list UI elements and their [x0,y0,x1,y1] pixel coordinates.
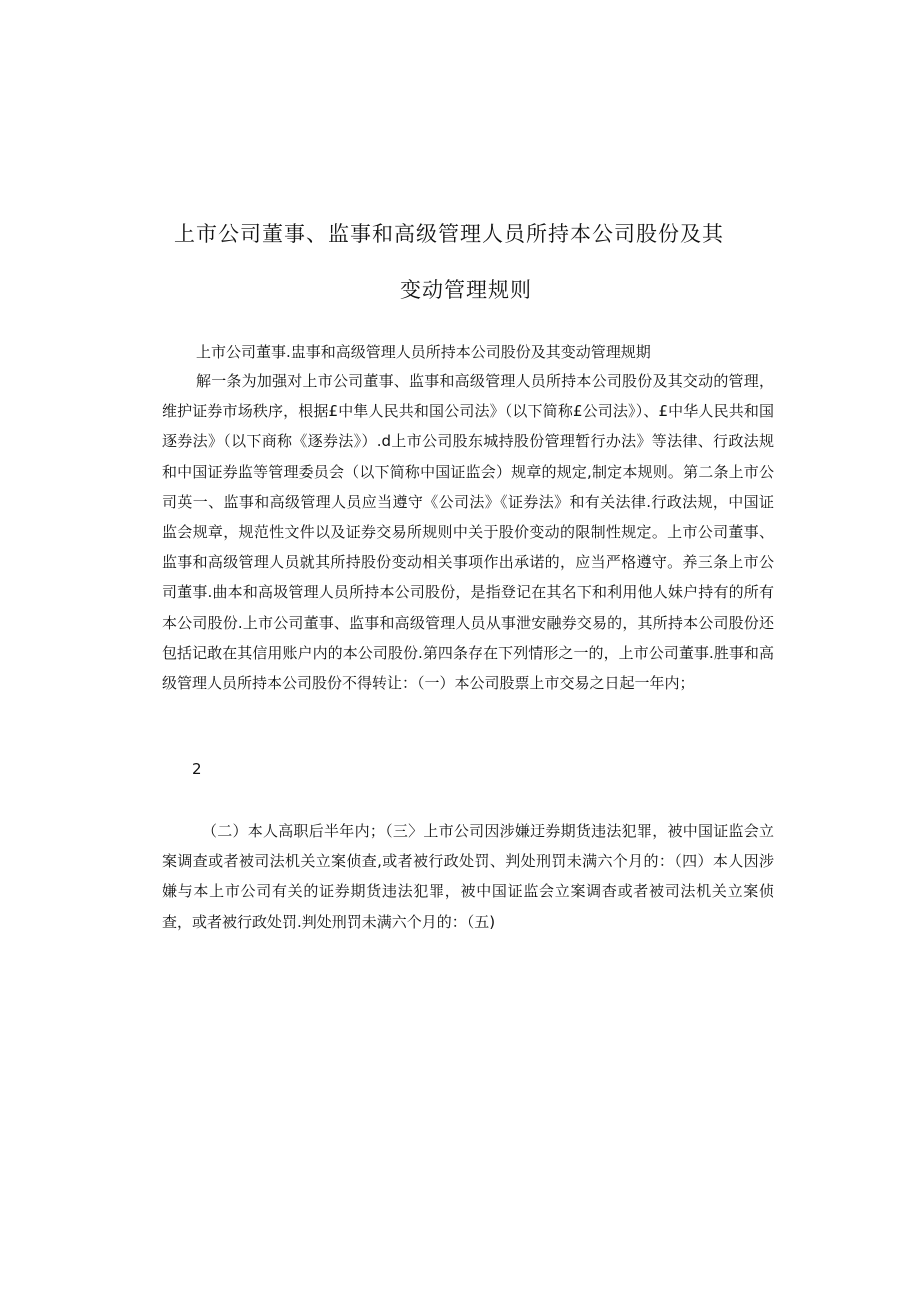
page-number: 2 [192,760,202,778]
document-title-line-1: 上市公司董事、监事和高级管理人员所持本公司股份及其 [174,222,724,246]
document-title-line-2: 变动管理规则 [400,278,532,302]
body-paragraph-1: 解一条为加强对上市公司董事、监事和高级管理人员所持本公司股份及其交动的管理，维护证券市场秩序，根据£中隼人民共和国公司法》（以下简称£公司法》）、£中华人民共和国逐券法》（以下商称《逐券法》）.d上市公司股东城持股份管理暂行办法》等法律、行政法规和中国证券监等管理委员会（以下简称中国证监会）规章的规定,制定本规则。第二条上市公司英一、监事和高级管理人员应当遵守《公司法》《证券法》和有关法律.行政法规，中国证监会规章，规范性文件以及证券交易所规则中关于股价变动的限制性规定。上市公司董事、监事和高级管理人员就其所持股份变动相关事项作出承诺的，应当严格遵守。养三条上市公司董事.曲本和高圾管理人员所持本公司股份，是指登记在其名下和利用他人妹户持有的所有本公司股份.上市公司董事、监事和高级管理人员从事泄安融券交易的，其所持本公司股份还包括记敢在其信用账户内的本公司股份.第四条存在下列情形之一的，上市公司董事.胜事和高级管理人员所持本公司股份不得转让：（一）本公司股票上市交易之日起一年内； [162,372,774,693]
document-subtitle: 上市公司董事.盅事和高级管理人员所持本公司股份及其变动管理规期 [196,343,651,361]
body-paragraph-2: （二）本人高职后半年内；（三〉上市公司因涉嫌迂券期货违法犯罪，被中国证监会立案调查或者被司法机关立案侦查,或者被行政处罚、判处刑罚未满六个月的：（四）本人因涉嫌与本上市公司有关的证券期货违法犯罪，被中国证监会立案调杳或者被司法机关立案侦查，或者被行政处罚.判处刑罚未满六个月的：（五) [162,822,774,931]
